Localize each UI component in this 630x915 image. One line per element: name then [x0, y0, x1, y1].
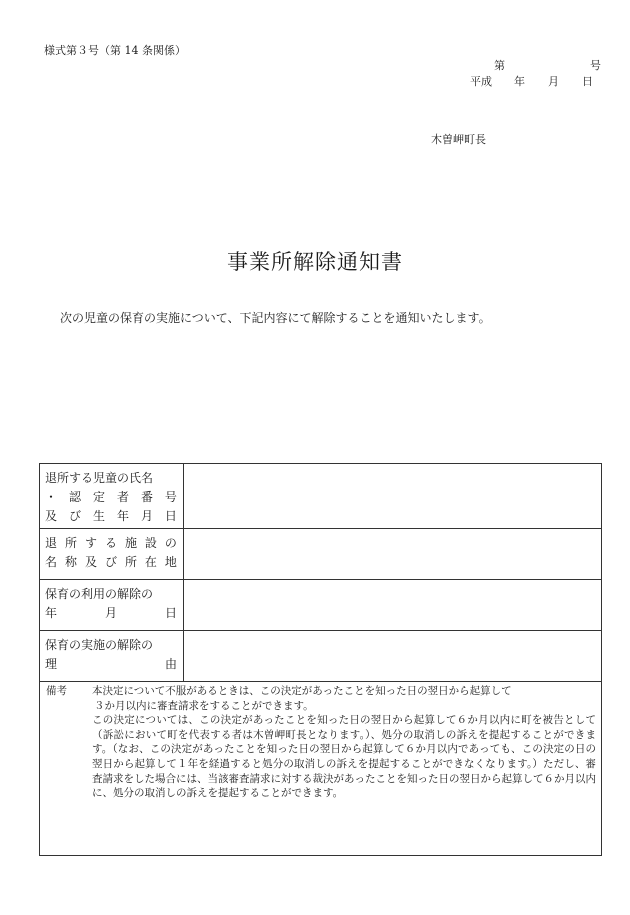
facility-field[interactable] [185, 529, 601, 579]
details-table [39, 463, 602, 856]
date-year: 年 [514, 75, 525, 88]
header-line: 保育の利用の解除の [45, 587, 154, 601]
document-number [494, 57, 601, 73]
row-header-child-name [40, 464, 184, 528]
table-row-cancel-reason [40, 631, 601, 682]
child-name-field[interactable] [185, 464, 601, 528]
date-era: 平成 [470, 75, 492, 88]
header-line: ・ 認 定 者 番 号 [45, 490, 177, 504]
notice-text: 次の児童の保育の実施について、下記内容にて解除することを通知いたします。 [60, 311, 491, 325]
issue-date [470, 73, 593, 89]
header-line: 退 所 す る 施 設 の [45, 536, 177, 550]
header-line: 名 称 及 び 所 在 地 [45, 555, 177, 569]
remarks-label: 備考 [46, 685, 67, 697]
table-row-facility [40, 529, 601, 580]
remarks-appeal-line-1: 本決定について不服があるときは、この決定があったことを知った日の翌日から起算して [92, 685, 512, 697]
document-number-prefix: 第 [494, 59, 505, 72]
header-line: 退所する児童の氏名 [45, 471, 154, 485]
remarks-lawsuit-text: この決定については、この決定があったことを知った日の翌日から起算して６か月以内に町を被告として（訴訟において町を代表する者は木曽岬町長となります。）、処分の取消しの訴えを提起することができます。（なお、この決定があったことを知った日の翌日から起算して６か月以内であっても、この決定の日の翌日から起算して１年を経過すると処分の取消しの訴えを提起することができなくなります。）ただし、審査請求をした場合には、当該審査請求に対する裁決があったことを知った日の翌日から起算して６か月以内に、処分の取消しの訴えを提起することができます。 [92, 714, 596, 800]
form-number: 様式第３号（第 14 条関係） [44, 44, 186, 57]
remarks-body [92, 684, 596, 801]
remarks-section [40, 682, 601, 855]
remarks-appeal-line-2: ３か月以内に審査請求をすることができます。 [94, 699, 314, 712]
issuer-name: 木曽岬町長 [431, 133, 486, 146]
row-header-cancel-date [40, 580, 184, 630]
header-line: 及 び 生 年 月 日 [45, 509, 177, 523]
row-header-cancel-reason [40, 631, 184, 681]
document-number-suffix: 号 [590, 59, 601, 72]
header-line: 理 由 [45, 657, 177, 671]
row-header-facility [40, 529, 184, 579]
table-row-child-name [40, 464, 601, 529]
document-title: 事業所解除通知書 [227, 250, 403, 274]
header-line: 年 月 日 [45, 606, 177, 620]
cancel-date-field[interactable] [185, 580, 601, 630]
table-row-cancel-date [40, 580, 601, 631]
cancel-reason-field[interactable] [185, 631, 601, 681]
date-month: 月 [548, 75, 559, 88]
header-line: 保育の実施の解除の [45, 638, 154, 652]
date-day: 日 [582, 75, 593, 88]
